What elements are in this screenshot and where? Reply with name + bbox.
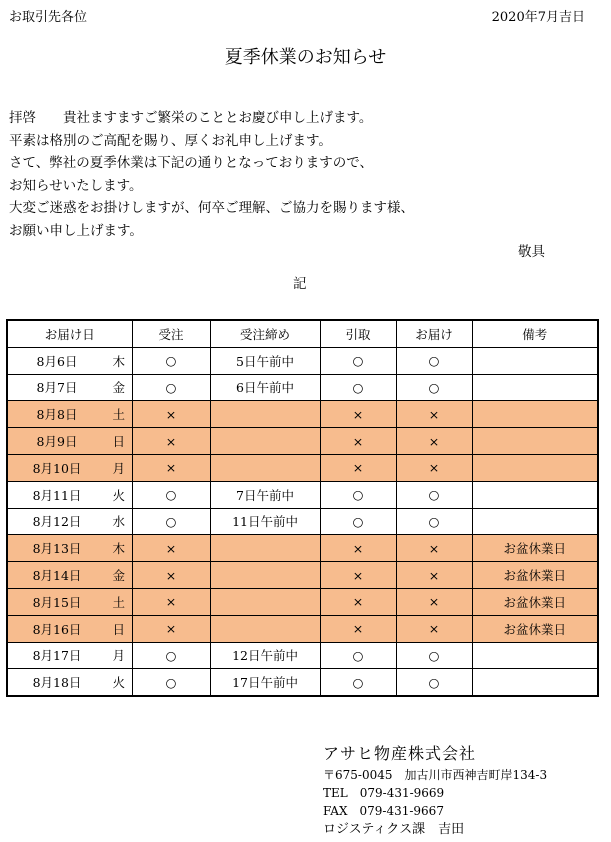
order-cell: ×	[132, 428, 210, 455]
order-cell: ×	[132, 588, 210, 615]
remarks-cell	[472, 454, 598, 481]
date-cell: 8月17日	[7, 642, 106, 669]
table-row	[7, 642, 598, 669]
remarks-cell: お盆休業日	[472, 562, 598, 589]
date-cell: 8月16日	[7, 615, 106, 642]
delivery-cell: ×	[396, 428, 472, 455]
closing-keigu: 敬具	[518, 244, 545, 260]
company-tel: TEL 079-431-9669	[323, 786, 445, 800]
body-line: 平素は格別のご高配を賜り、厚くお礼申し上げます。	[9, 132, 332, 149]
weekday-cell: 日	[106, 615, 132, 642]
delivery-cell: ○	[396, 374, 472, 401]
weekday-cell: 木	[106, 535, 132, 562]
date-cell: 8月14日	[7, 562, 106, 589]
header-order: 受注	[132, 320, 210, 347]
date-cell: 8月13日	[7, 535, 106, 562]
page-title: 夏季休業のお知らせ	[224, 47, 387, 68]
table-row	[7, 535, 598, 562]
body-line: お知らせいたします。	[9, 177, 143, 194]
weekday-cell: 日	[106, 428, 132, 455]
table-row	[7, 615, 598, 642]
order-cutoff-cell	[210, 454, 320, 481]
remarks-cell: お盆休業日	[472, 535, 598, 562]
order-cell: ×	[132, 454, 210, 481]
date-cell: 8月10日	[7, 454, 106, 481]
date-cell: 8月11日	[7, 481, 106, 508]
weekday-cell: 金	[106, 562, 132, 589]
date-cell: 8月8日	[7, 401, 106, 428]
delivery-cell: ×	[396, 615, 472, 642]
pickup-cell: ×	[320, 454, 396, 481]
header-delivery: お届け	[396, 320, 472, 347]
delivery-cell: ×	[396, 401, 472, 428]
table-row	[7, 401, 598, 428]
pickup-cell: ×	[320, 588, 396, 615]
weekday-cell: 月	[106, 642, 132, 669]
table-row	[7, 374, 598, 401]
order-cell: ○	[132, 374, 210, 401]
order-cutoff-cell: 12日午前中	[210, 642, 320, 669]
pickup-cell: ×	[320, 562, 396, 589]
order-cutoff-cell: 11日午前中	[210, 508, 320, 535]
date-cell: 8月18日	[7, 669, 106, 696]
order-cutoff-cell: 7日午前中	[210, 481, 320, 508]
order-cutoff-cell	[210, 562, 320, 589]
order-cutoff-cell	[210, 535, 320, 562]
recipient: お取引先各位	[9, 10, 88, 25]
pickup-cell: ×	[320, 401, 396, 428]
weekday-cell: 土	[106, 401, 132, 428]
body-line: 拝啓 貴社ますますご繁栄のこととお慶び申し上げます。	[9, 110, 373, 126]
header-pickup: 引取	[320, 320, 396, 347]
table-row	[7, 481, 598, 508]
table-row	[7, 669, 598, 696]
remarks-cell: お盆休業日	[472, 615, 598, 642]
pickup-cell: ○	[320, 347, 396, 374]
weekday-cell: 火	[106, 481, 132, 508]
letter-body	[9, 107, 414, 242]
weekday-cell: 土	[106, 588, 132, 615]
weekday-cell: 木	[106, 347, 132, 374]
delivery-cell: ×	[396, 535, 472, 562]
order-cutoff-cell: 5日午前中	[210, 347, 320, 374]
weekday-cell: 金	[106, 374, 132, 401]
pickup-cell: ○	[320, 642, 396, 669]
delivery-cell: ○	[396, 508, 472, 535]
date-cell: 8月15日	[7, 588, 106, 615]
contact-department: ロジスティクス課 吉田	[323, 822, 465, 837]
body-line: さて、弊社の夏季休業は下記の通りとなっておりますので、	[9, 155, 373, 171]
order-cutoff-cell	[210, 428, 320, 455]
table-header-row	[7, 320, 598, 347]
pickup-cell: ○	[320, 374, 396, 401]
weekday-cell: 水	[106, 508, 132, 535]
header-order-cutoff: 受注締め	[210, 320, 320, 347]
body-line: お願い申し上げます。	[9, 222, 143, 239]
pickup-cell: ×	[320, 535, 396, 562]
delivery-cell: ○	[396, 481, 472, 508]
remarks-cell	[472, 642, 598, 669]
pickup-cell: ×	[320, 428, 396, 455]
remarks-cell	[472, 347, 598, 374]
company-name: アサヒ物産株式会社	[323, 744, 477, 763]
weekday-cell: 火	[106, 669, 132, 696]
delivery-cell: ×	[396, 588, 472, 615]
weekday-cell: 月	[106, 454, 132, 481]
table-row	[7, 588, 598, 615]
order-cell: ○	[132, 508, 210, 535]
order-cutoff-cell: 17日午前中	[210, 669, 320, 696]
header-delivery-date: お届け日	[7, 320, 132, 347]
delivery-cell: ○	[396, 642, 472, 669]
remarks-cell	[472, 428, 598, 455]
delivery-cell: ○	[396, 347, 472, 374]
remarks-cell	[472, 481, 598, 508]
notice-date: 2020年7月吉日	[491, 10, 585, 25]
pickup-cell: ×	[320, 615, 396, 642]
remarks-cell	[472, 669, 598, 696]
body-line: 大変ご迷惑をお掛けしますが、何卒ご理解、ご協力を賜ります様、	[9, 200, 414, 216]
delivery-cell: ×	[396, 454, 472, 481]
order-cell: ×	[132, 535, 210, 562]
pickup-cell: ○	[320, 508, 396, 535]
remarks-cell	[472, 374, 598, 401]
company-fax: FAX 079-431-9667	[323, 804, 444, 818]
remarks-cell	[472, 508, 598, 535]
order-cell: ○	[132, 642, 210, 669]
pickup-cell: ○	[320, 669, 396, 696]
date-cell: 8月7日	[7, 374, 106, 401]
order-cutoff-cell	[210, 615, 320, 642]
remarks-cell	[472, 401, 598, 428]
date-cell: 8月9日	[7, 428, 106, 455]
delivery-cell: ×	[396, 562, 472, 589]
table-row	[7, 428, 598, 455]
table-row	[7, 562, 598, 589]
order-cell: ○	[132, 347, 210, 374]
order-cell: ×	[132, 615, 210, 642]
pickup-cell: ○	[320, 481, 396, 508]
ki-label: 記	[293, 276, 307, 292]
order-cell: ×	[132, 401, 210, 428]
order-cell: ○	[132, 481, 210, 508]
holiday-schedule-table	[6, 319, 599, 697]
remarks-cell: お盆休業日	[472, 588, 598, 615]
date-cell: 8月6日	[7, 347, 106, 374]
order-cutoff-cell: 6日午前中	[210, 374, 320, 401]
table-row	[7, 347, 598, 374]
header-remarks: 備考	[472, 320, 598, 347]
company-address: 〒675-0045 加古川市西神吉町岸134-3	[323, 768, 548, 782]
date-cell: 8月12日	[7, 508, 106, 535]
table-row	[7, 454, 598, 481]
order-cell: ○	[132, 669, 210, 696]
order-cutoff-cell	[210, 588, 320, 615]
order-cutoff-cell	[210, 401, 320, 428]
table-row	[7, 508, 598, 535]
order-cell: ×	[132, 562, 210, 589]
delivery-cell: ○	[396, 669, 472, 696]
